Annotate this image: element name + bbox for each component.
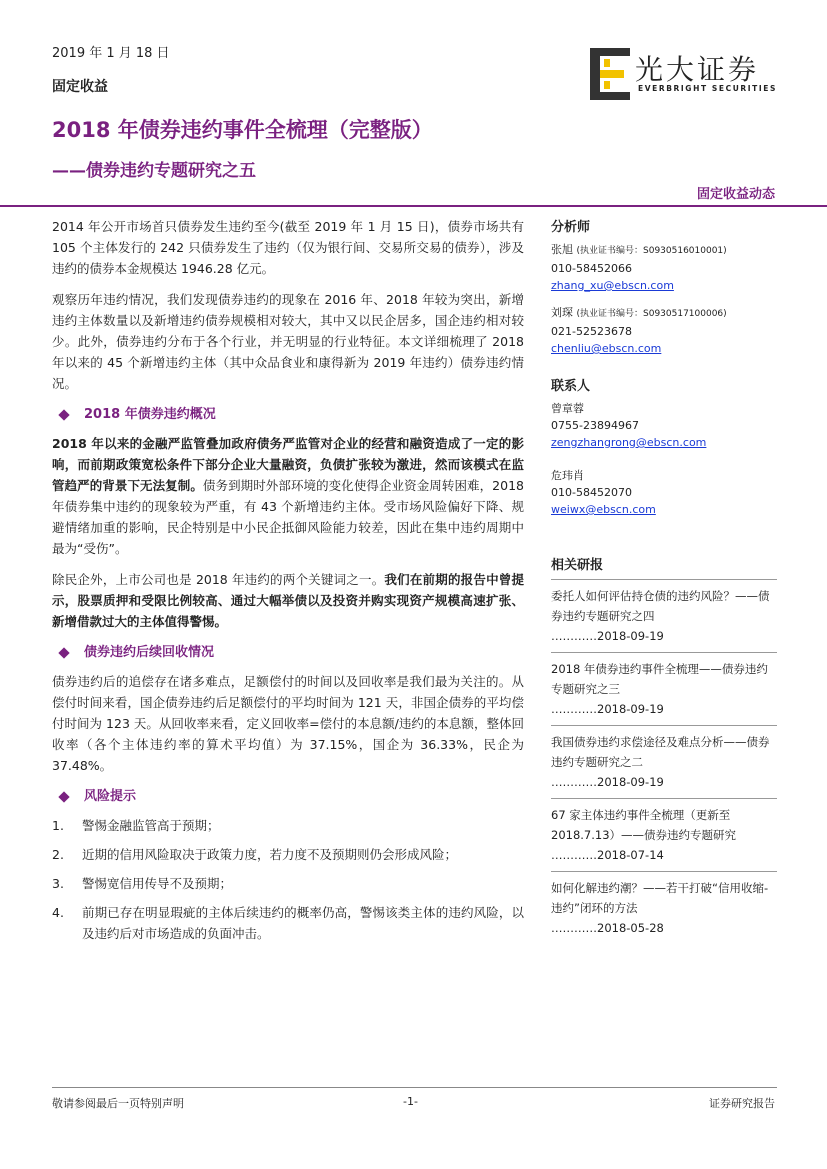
risk-text: 警惕宽信用传导不及预期；	[82, 876, 233, 891]
intro-paragraph-1: 2014 年公开市场首只债券发生违约至今(截至 2019 年 1 月 15 日)，债券市场共有 105 个主体发行的 242 只债券发生了违约（仅为银行间、交易所交易的债券），涉及违约的债券本金规模达 1946.28 亿元。	[52, 219, 524, 276]
related-heading: 相关研报	[551, 558, 604, 573]
contacts-heading: 联系人	[551, 379, 591, 394]
analyst-phone: 021-52523678	[551, 325, 632, 338]
logo-text-cn: 光大证券	[635, 53, 760, 86]
analyst-email-link[interactable]: zhang_xu@ebscn.com	[551, 279, 674, 292]
related-report[interactable]	[551, 586, 777, 646]
risk-text: 近期的信用风险取决于政策力度，若力度不及预期则仍会形成风险；	[82, 847, 458, 862]
risk-text: 警惕金融监管高于预期；	[82, 818, 220, 833]
analyst-entry	[551, 304, 777, 357]
related-report-date: …………2018-09-19	[551, 629, 664, 643]
contact-entry	[551, 400, 777, 451]
report-tagline: 固定收益动态	[696, 187, 775, 202]
related-divider	[551, 652, 777, 653]
risk-item	[52, 844, 524, 865]
diamond-bullet-icon	[58, 647, 69, 658]
contact-name: 曾章蓉	[551, 402, 584, 415]
related-divider	[551, 725, 777, 726]
header-divider	[0, 205, 827, 207]
overview-text: 除民企外，上市公司也是 2018 年违约的两个关键词之一。	[52, 572, 385, 587]
contact-phone: 0755-23894967	[551, 419, 639, 432]
footer-divider	[52, 1087, 777, 1088]
recovery-paragraph: 债券违约后的追偿存在诸多难点，足额偿付的时间以及回收率是我们最为关注的。从偿付时间来看，国企债券违约后足额偿付的平均时间为 121 天，非国企债券的平均偿付时间为 123 天。从回收率来看，定义回收率=偿付的本息额/违约的本息额，整体回收率（各个主体违约率的算术平均值）为 37.15%，国企为 36.33%，民企为 37.48%。	[52, 674, 524, 773]
intro-paragraph-2: 观察历年违约情况，我们发现债券违约的现象在 2016 年、2018 年较为突出，新增违约主体数量以及新增违约债券规模相对较大，其中又以民企居多，国企违约相对较少。此外，债券违约分布于各个行业，并无明显的行业特征。本文详细梳理了 2018 年以来的 45 个新增违约主体（其中众品食业和康得新为 2019 年违约）债券违约情况。	[52, 292, 524, 391]
related-divider	[551, 798, 777, 799]
related-divider	[551, 579, 777, 580]
related-report-title: 67 家主体违约事件全梳理（更新至 2018.7.13）——债券违约专题研究	[551, 808, 737, 842]
contact-phone: 010-58452070	[551, 486, 632, 499]
analyst-phone: 010-58452066	[551, 262, 632, 275]
report-subtitle: ——债券违约专题研究之五	[52, 161, 256, 181]
risk-number: 1.	[52, 818, 64, 833]
overview-bold-text: 2018 年以来的金融严监管叠加政府债务严监管对企业的经营和融资造成了一定的影响，而前期政策宽松条件下部分企业大量融资，负债扩张较为激进，然而该模式在监管趋严的背景下无法复制。	[52, 436, 524, 493]
risk-number: 4.	[52, 905, 64, 920]
related-report-date: …………2018-09-19	[551, 775, 664, 789]
contact-email-link[interactable]: zengzhangrong@ebscn.com	[551, 436, 707, 449]
contact-email-link[interactable]: weiwx@ebscn.com	[551, 503, 656, 516]
analyst-entry	[551, 241, 777, 294]
section-heading-risk	[52, 786, 524, 807]
analyst-email-link[interactable]: chenliu@ebscn.com	[551, 342, 662, 355]
footer-disclaimer: 敬请参阅最后一页特别声明	[52, 1097, 184, 1110]
related-report[interactable]	[551, 805, 777, 865]
section-heading-label: 风险提示	[84, 789, 137, 804]
section-heading-label: 债券违约后续回收情况	[84, 645, 215, 660]
risk-number: 2.	[52, 847, 64, 862]
page-number: -1-	[403, 1095, 418, 1108]
related-report[interactable]	[551, 732, 777, 792]
risk-text: 前期已存在明显瑕疵的主体后续违约的概率仍高，警惕该类主体的违约风险，以及违约后对市场造成的负面冲击。	[82, 905, 524, 941]
related-report-date: …………2018-09-19	[551, 702, 664, 716]
related-report[interactable]	[551, 878, 777, 938]
section-heading-overview	[52, 404, 524, 425]
diamond-bullet-icon	[58, 791, 69, 802]
overview-paragraph-2	[52, 569, 524, 632]
contact-entry	[551, 467, 777, 518]
report-title: 2018 年债券违约事件全梳理（完整版）	[52, 118, 433, 142]
logo-text-en: EVERBRIGHT SECURITIES	[638, 84, 777, 93]
related-report-date: …………2018-05-28	[551, 921, 664, 935]
sidebar	[551, 216, 777, 938]
related-report-title: 委托人如何评估持仓债的违约风险？——债券违约专题研究之四	[551, 589, 770, 623]
footer-report-type: 证券研究报告	[709, 1097, 775, 1110]
analysts-heading: 分析师	[551, 220, 591, 235]
related-report[interactable]	[551, 659, 777, 719]
overview-paragraph-1	[52, 433, 524, 559]
risk-item	[52, 902, 524, 944]
analyst-cert: (执业证书编号：S0930516010001)	[576, 246, 727, 256]
contact-name: 危玮肖	[551, 469, 584, 482]
diamond-bullet-icon	[58, 409, 69, 420]
related-divider	[551, 871, 777, 872]
analyst-cert: (执业证书编号：S0930517100006)	[576, 309, 727, 319]
risk-item	[52, 815, 524, 836]
main-content	[52, 216, 524, 952]
analyst-name: 刘琛	[551, 306, 573, 319]
related-report-title: 2018 年债券违约事件全梳理——债券违约专题研究之三	[551, 662, 768, 696]
overview-bold-text: 我们在前期的报告中曾提示，股票质押和受限比例较高、通过大幅举债以及投资并购实现资产规模高速扩张、新增借款过大的主体值得警惕。	[52, 572, 524, 629]
report-date: 2019 年 1 月 18 日	[52, 46, 170, 61]
section-heading-recovery	[52, 642, 524, 663]
report-category: 固定收益	[52, 79, 108, 95]
related-report-date: …………2018-07-14	[551, 848, 664, 862]
risk-number: 3.	[52, 876, 64, 891]
related-report-title: 我国债券违约求偿途径及难点分析——债券违约专题研究之二	[551, 735, 770, 769]
section-heading-label: 2018 年债券违约概况	[84, 407, 216, 422]
overview-text: 债务到期时外部环境的变化使得企业资金周转困难，2018 年债券集中违约的现象较为严重，有 43 个新增违约主体。受市场风险偏好下降、规避情绪加重的影响，民企特别是中小民企抵御风险能力较差，因此在集中违约周期中最为“受伤”。	[52, 478, 524, 556]
everbright-logo-icon	[590, 48, 632, 100]
risk-item	[52, 873, 524, 894]
analyst-name: 张旭	[551, 243, 573, 256]
related-report-title: 如何化解违约潮？——若干打破“信用收缩-违约”闭环的方法	[551, 881, 769, 915]
